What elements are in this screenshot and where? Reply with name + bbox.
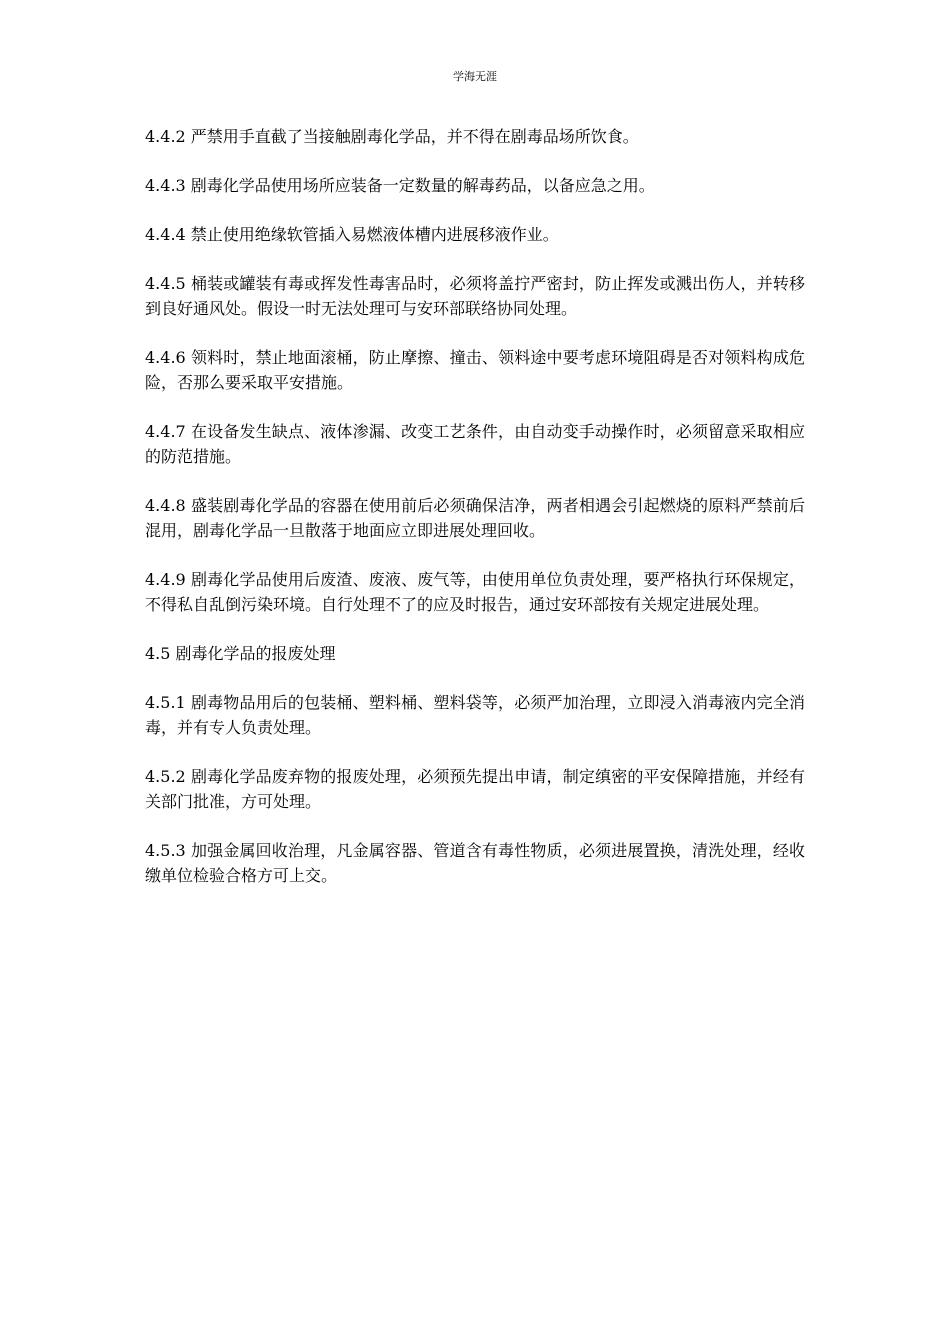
paragraph-4-5-3: 4.5.3 加强金属回收治理，凡金属容器、管道含有毒性物质，必须进展置换，清洗处理，经收缴单位检验合格方可上交。	[145, 841, 805, 885]
section-heading-4-5: 4.5 剧毒化学品的报废处理	[145, 644, 336, 663]
paragraph-4-4-2: 4.4.2 严禁用手直截了当接触剧毒化学品，并不得在剧毒品场所饮食。	[145, 127, 639, 146]
paragraph-4-5-2: 4.5.2 剧毒化学品废弃物的报废处理，必须预先提出申请，制定缜密的平安保障措施，并经有关部门批准，方可处理。	[145, 767, 805, 811]
paragraph-4-4-4: 4.4.4 禁止使用绝缘软管插入易燃液体槽内进展移液作业。	[145, 225, 559, 244]
paragraph-4-4-9: 4.4.9 剧毒化学品使用后废渣、废液、废气等，由使用单位负责处理，要严格执行环保规定，不得私自乱倒污染环境。自行处理不了的应及时报告，通过安环部按有关规定进展处理。	[145, 570, 805, 614]
paragraph-4-4-5: 4.4.5 桶装或罐装有毒或挥发性毒害品时，必须将盖拧严密封，防止挥发或溅出伤人，并转移到良好通风处。假设一时无法处理可与安环部联络协同处理。	[145, 274, 805, 318]
paragraph-4-4-7: 4.4.7 在设备发生缺点、液体渗漏、改变工艺条件，由自动变手动操作时，必须留意采取相应的防范措施。	[145, 422, 805, 466]
paragraph-4-5-1: 4.5.1 剧毒物品用后的包装桶、塑料桶、塑料袋等，必须严加治理，立即浸入消毒液内完全消毒，并有专人负责处理。	[145, 693, 805, 737]
document-body	[145, 124, 805, 912]
paragraph-4-4-6: 4.4.6 领料时，禁止地面滚桶，防止摩擦、撞击、领料途中要考虑环境阻碍是否对领料构成危险，否那么要采取平安措施。	[145, 348, 805, 392]
paragraph-4-4-8: 4.4.8 盛装剧毒化学品的容器在使用前后必须确保洁净，两者相遇会引起燃烧的原料严禁前后混用，剧毒化学品一旦散落于地面应立即进展处理回收。	[145, 496, 805, 540]
page-header: 学海无涯	[453, 70, 497, 83]
paragraph-4-4-3: 4.4.3 剧毒化学品使用场所应装备一定数量的解毒药品，以备应急之用。	[145, 176, 655, 195]
